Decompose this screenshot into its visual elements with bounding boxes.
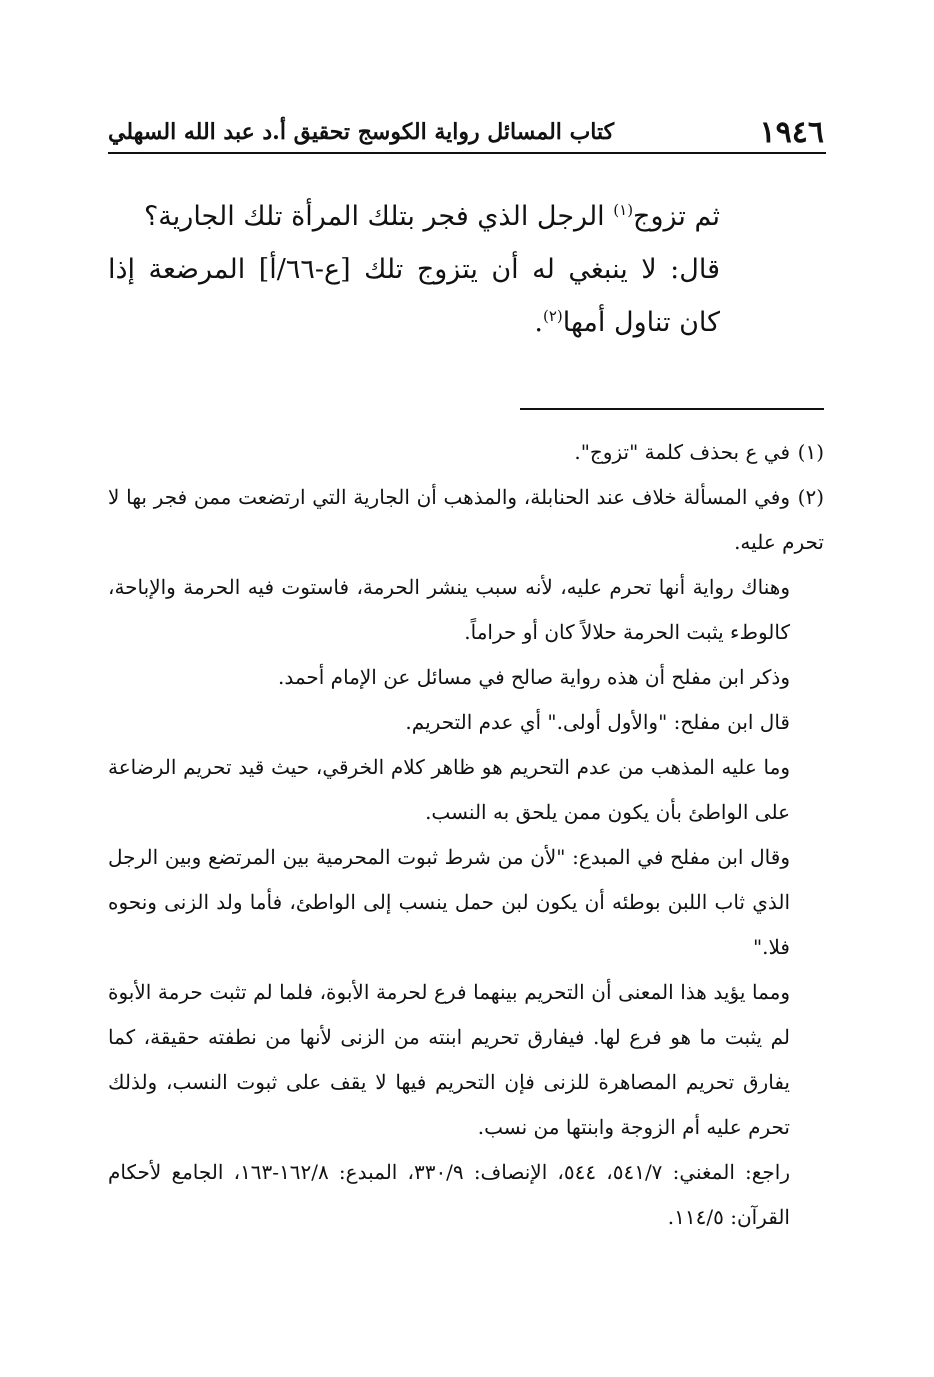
- footnote-2-paragraph-5: وقال ابن مفلح في المبدع: "لأن من شرط ثبوت المحرمية بين المرتضع وبين الرجل الذي ثاب اللبن بوطئه أن يكون لبن حمل ينسب إلى الواطئ، فأما ولد الزنى ونحوه فلا.": [108, 845, 790, 959]
- footnote-2-paragraph-4: وما عليه المذهب من عدم التحريم هو ظاهر كلام الخرقي، حيث قيد تحريم الرضاعة على الواطئ بأن يكون ممن يلحق به النسب.: [108, 755, 790, 824]
- answer-end: .: [534, 307, 543, 338]
- footnote-2-paragraph-2: وذكر ابن مفلح أن هذه رواية صالح في مسائل عن الإمام أحمد.: [277, 665, 790, 689]
- page-number: ١٩٤٦: [759, 114, 824, 150]
- footnote-ref-2[interactable]: (٢): [542, 307, 563, 325]
- main-text: [108, 190, 720, 349]
- footnote-ref-1[interactable]: (١): [613, 201, 634, 219]
- footnote-1-number: (١): [797, 440, 824, 464]
- page-header: [108, 112, 824, 152]
- question-line: [108, 190, 720, 243]
- footnotes: [108, 430, 824, 1240]
- header-divider: [108, 152, 826, 154]
- footnote-2: [108, 475, 824, 565]
- footnote-1: [108, 430, 824, 475]
- footnote-2-text: وفي المسألة خلاف عند الحنابلة، والمذهب أن الجارية التي ارتضعت ممن فجر بها لا تحرم عليه.: [108, 485, 824, 554]
- question-text: ثم تزوج: [633, 201, 720, 232]
- footnote-divider: [520, 408, 824, 410]
- answer-text: قال: لا ينبغي له أن يتزوج تلك [ع-٦٦/أ] المرضعة إذا كان تناول أمها: [108, 254, 720, 338]
- footnote-2-references: راجع: المغني: ٥٤١/٧، ٥٤٤، الإنصاف: ٣٣٠/٩، المبدع: ١٦٢/٨-١٦٣، الجامع لأحكام القرآن: ١١٤/٥.: [108, 1160, 791, 1229]
- footnote-2-paragraph-1: وهناك رواية أنها تحرم عليه، لأنه سبب ينشر الحرمة، فاستوت فيه الحرمة والإباحة، كالوطء يثبت الحرمة حلالاً كان أو حراماً.: [108, 575, 790, 644]
- book-title: كتاب المسائل رواية الكوسج تحقيق أ.د عبد الله السهلي: [108, 119, 615, 145]
- footnote-1-text: في ع بحذف كلمة "تزوج".: [574, 440, 790, 464]
- footnote-2-paragraph-6: ومما يؤيد هذا المعنى أن التحريم بينهما فرع لحرمة الأبوة، فلما لم تثبت حرمة الأبوة لم يثبت ما هو فرع لها. فيفارق تحريم ابنته من الزنى لأنها من نطفته حقيقة، كما يفارق تحريم المصاهرة للزنى فإن التحريم فيها لا يقف على ثبوت النسب، ولذلك تحرم عليه أم الزوجة وابنتها من نسب.: [108, 980, 790, 1139]
- question-text-cont: الرجل الذي فجر بتلك المرأة تلك الجارية؟: [143, 201, 614, 232]
- footnote-2-number: (٢): [797, 485, 824, 509]
- footnote-2-paragraph-3: قال ابن مفلح: "والأول أولى." أي عدم التحريم.: [405, 710, 790, 734]
- answer-paragraph: [108, 243, 720, 349]
